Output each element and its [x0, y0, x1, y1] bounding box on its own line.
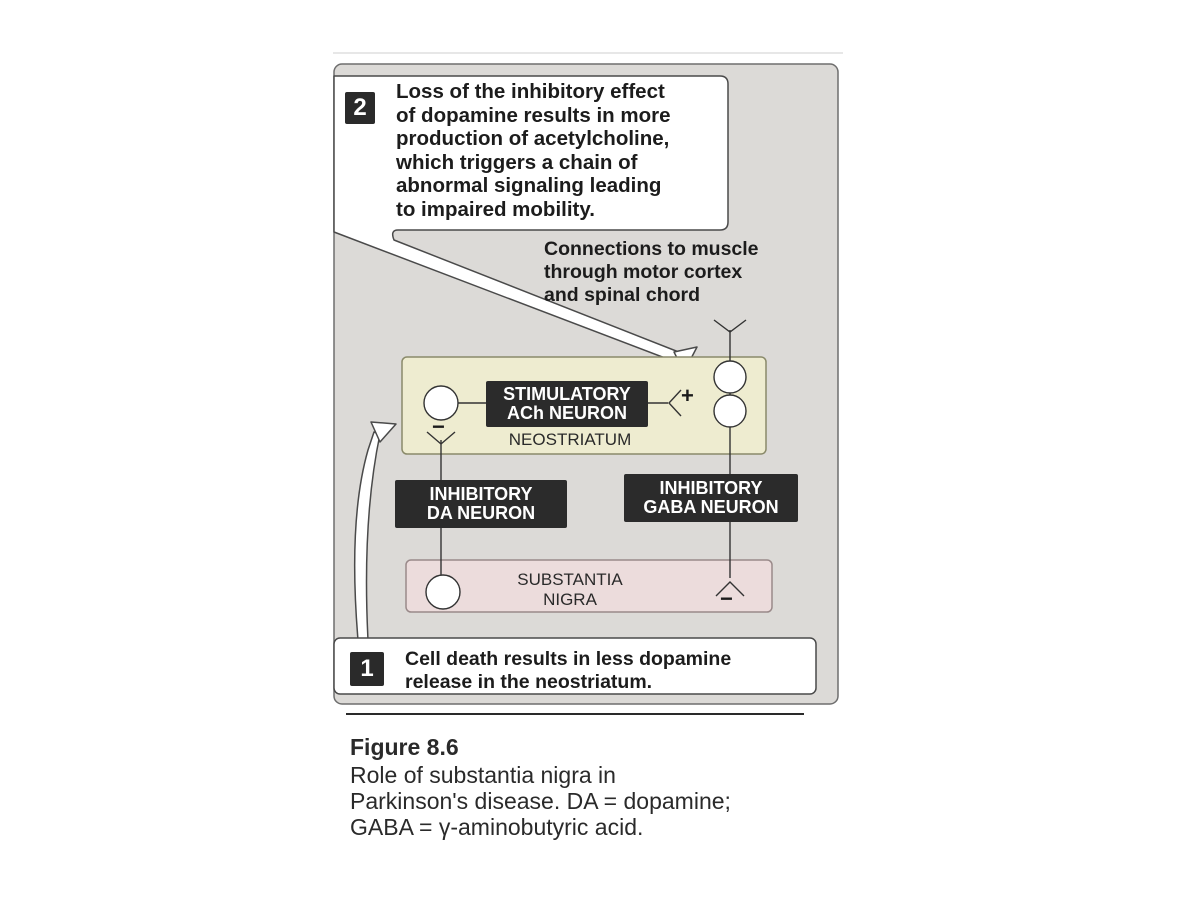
- figure-caption-title: Figure 8.6: [350, 734, 459, 760]
- output-neuron-soma-2: [714, 395, 746, 427]
- excitatory-plus-sign: +: [681, 383, 694, 408]
- step-2-badge: 2: [345, 92, 375, 124]
- da-neuron-soma: [426, 575, 460, 609]
- connections-label: Connections to muscle through motor cortex and spinal chord: [544, 238, 759, 306]
- step-1-badge: 1: [350, 652, 384, 686]
- neostriatum-label: NEOSTRIATUM: [508, 430, 632, 449]
- inhibitory-da-neuron-label: INHIBITORY DA NEURON: [395, 480, 567, 528]
- output-neuron-soma-1: [714, 361, 746, 393]
- stimulatory-ach-neuron-label: STIMULATORY ACh NEURON: [486, 381, 648, 427]
- inhibitory-gaba-neuron-label: INHIBITORY GABA NEURON: [624, 474, 798, 522]
- ach-inhibition-minus-sign: −: [432, 414, 445, 439]
- gaba-inhibition-minus-sign: −: [720, 586, 733, 611]
- substantia-nigra-label: SUBSTANTIA NIGRA: [517, 570, 623, 609]
- step-2-text: Loss of the inhibitory effect of dopamine results in more production of acetylcholine, which triggers a chain of abnormal signaling leading to impaired mobility.: [396, 80, 671, 221]
- step-1-text: Cell death results in less dopamine release in the neostriatum.: [405, 648, 732, 693]
- figure-caption-body: Role of substantia nigra in Parkinson's disease. DA = dopamine; GABA = γ-aminobutyric acid.: [350, 762, 731, 840]
